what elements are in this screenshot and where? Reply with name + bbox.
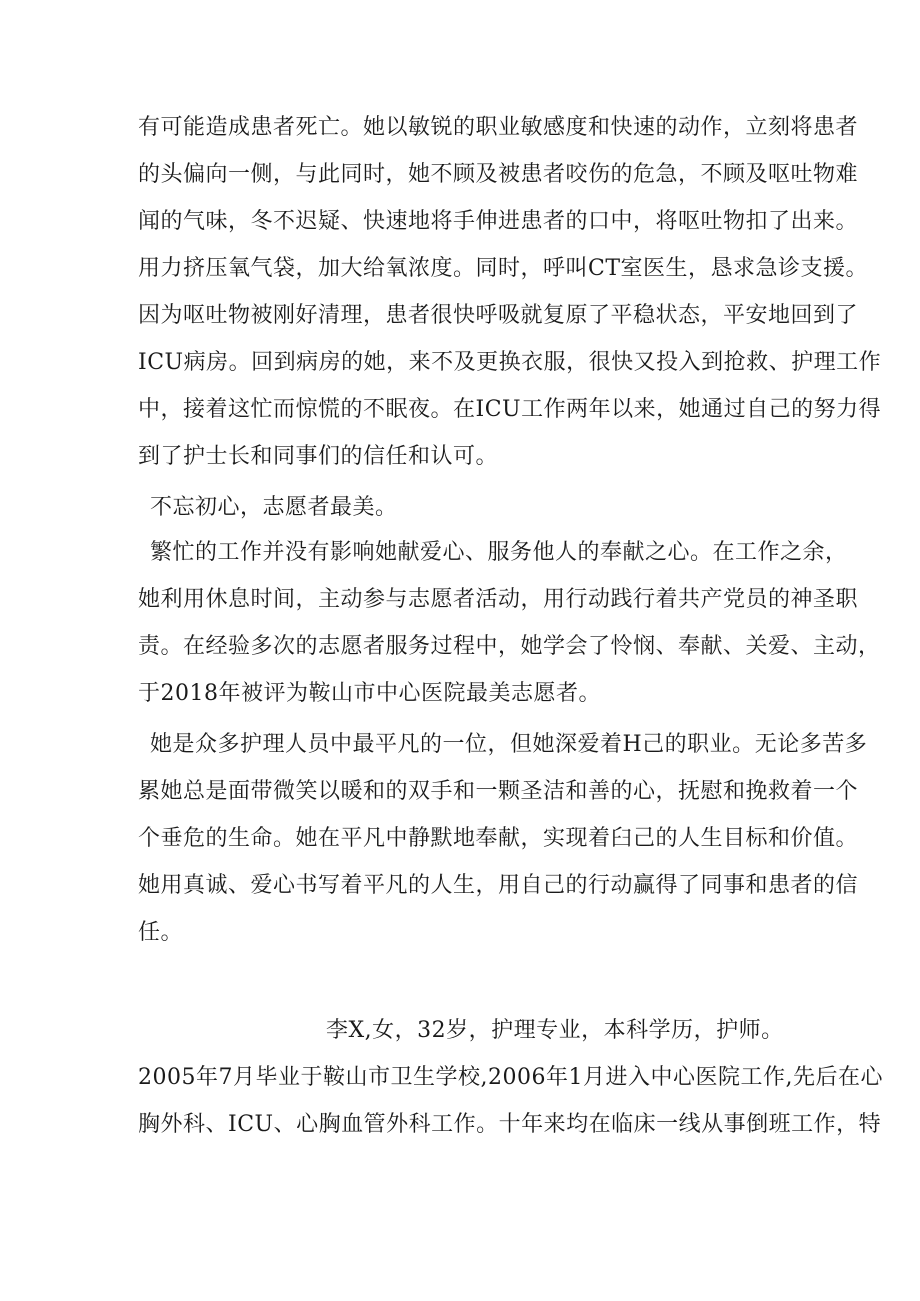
text-line: 胸外科、ICU、心胸血管外科工作。十年来均在临床一线从事倒班工作，特 [138,1112,882,1137]
text-line: 用力挤压氧气袋，加大给氧浓度。同时，呼叫CT室医生，恳求急诊支援。 [138,256,869,281]
text-line: 中，接着这忙而惊慌的不眠夜。在ICU工作两年以来，她通过自己的努力得 [138,397,882,422]
text-line: 2005年7月毕业于鞍山市卫生学校,2006年1月进入中心医院工作,先后在心 [138,1065,883,1090]
text-line: 累她总是面带微笑以暖和的双手和一颗圣洁和善的心，抚慰和挽救着一个 [138,779,859,804]
text-line: 有可能造成患者死亡。她以敏锐的职业敏感度和快速的动作，立刻将患者 [138,115,859,140]
section-heading: 不忘初心，志愿者最美。 [150,495,398,520]
text-line: 到了护士长和同事们的信任和认可。 [138,444,499,469]
text-line: 她利用休息时间，主动参与志愿者活动，用行动践行着共产党员的神圣职 [138,587,859,612]
text-line: 责。在经验多次的志愿者服务过程中，她学会了怜悯、奉献、关爱、主动， [138,634,881,659]
text-line: 任。 [138,920,184,945]
text-line: 闻的气味，冬不迟疑、快速地将手伸进患者的口中，将呕吐物扣了出来。 [138,209,859,234]
text-line: 于2018年被评为鞍山市中心医院最美志愿者。 [138,681,601,706]
profile-line: 李X,女，32岁，护理专业，本科学历，护师。 [326,1018,784,1043]
text-line: 繁忙的工作并没有影响她献爱心、服务他人的奉献之心。在工作之余， [150,540,848,565]
text-line: 个垂危的生命。她在平凡中静默地奉献，实现着臼己的人生目标和价值。 [138,826,859,851]
text-line: 她用真诚、爱心书写着平凡的人生，用自己的行动赢得了同事和患者的信 [138,873,859,898]
text-line: 她是众多护理人员中最平凡的一位，但她深爱着H己的职业。无论多苦多 [150,732,868,757]
text-line: 因为呕吐物被刚好清理，患者很快呼吸就复原了平稳状态，平安地回到了 [138,303,859,328]
text-line: 的头偏向一侧，与此同时，她不顾及被患者咬伤的危急，不顾及呕吐物难 [138,162,859,187]
text-line: ICU病房。回到病房的她，来不及更换衣服，很快又投入到抢救、护理工作 [138,350,882,375]
